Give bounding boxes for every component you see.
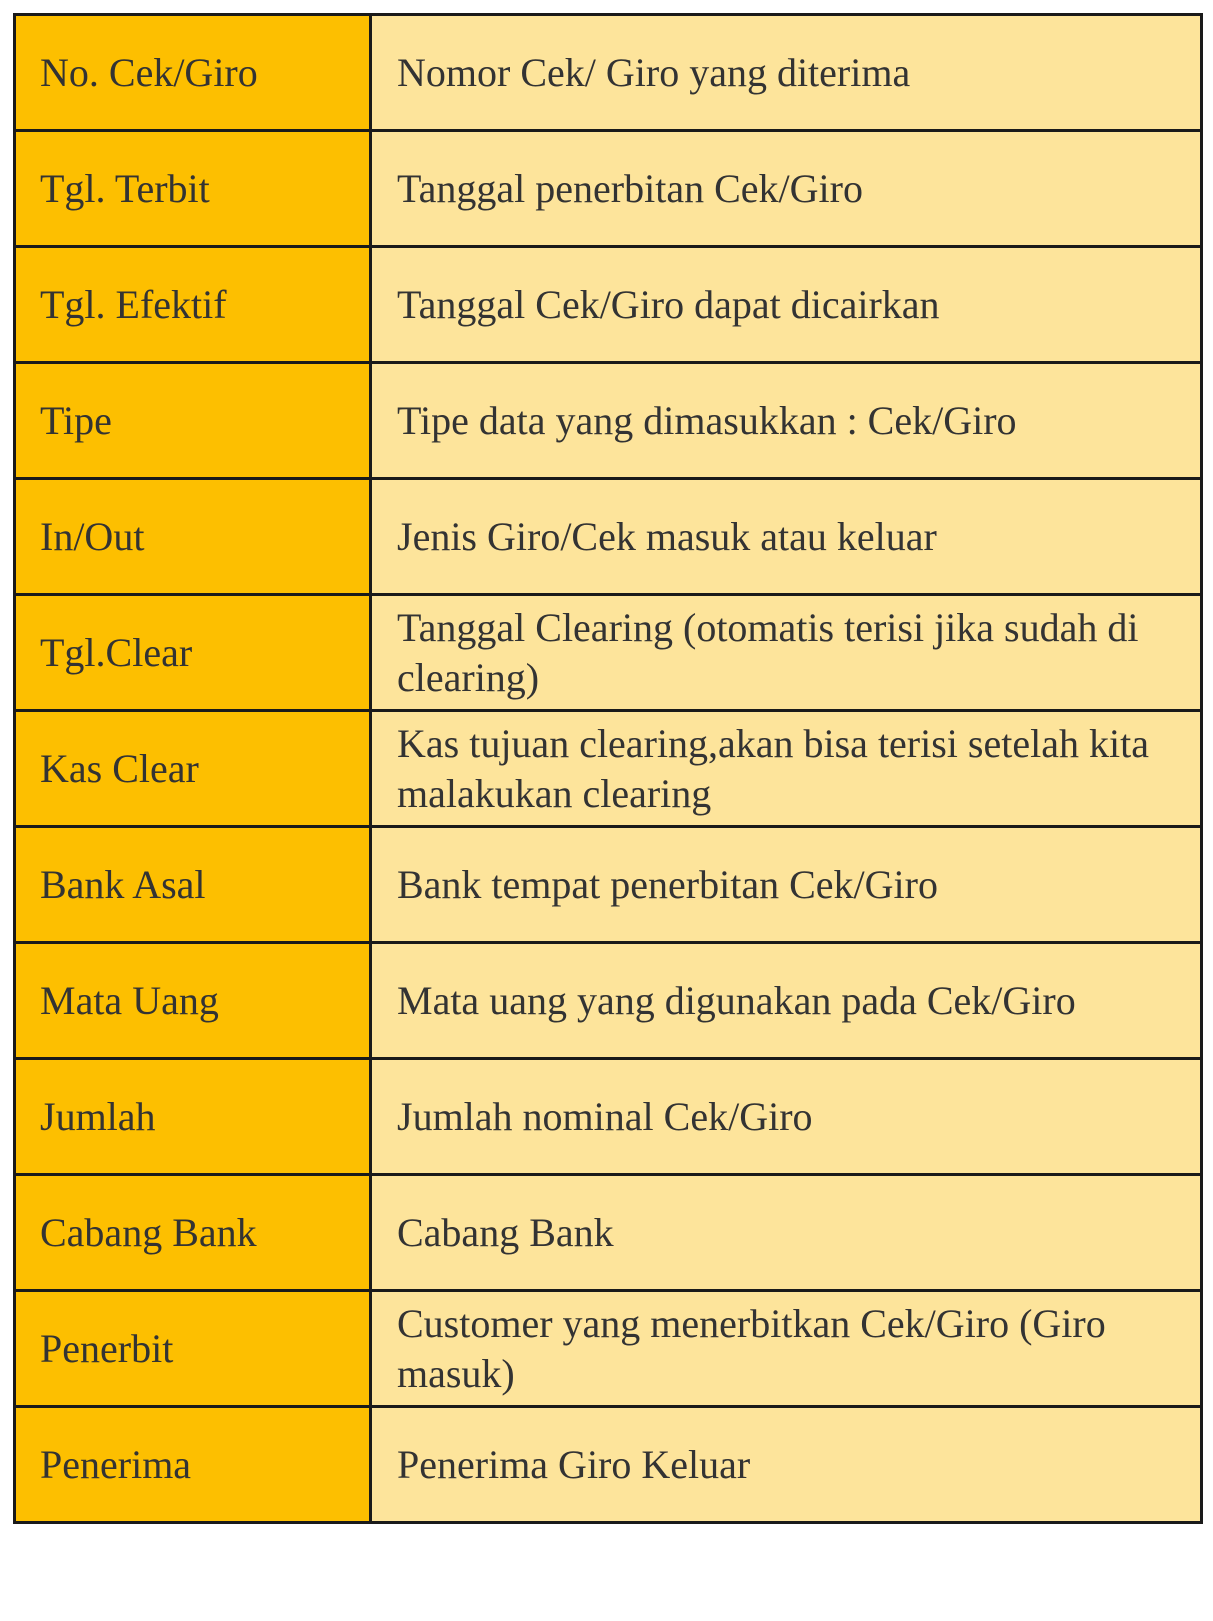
- field-name-cell: Tgl.Clear: [15, 595, 371, 711]
- field-name-cell: Mata Uang: [15, 943, 371, 1059]
- field-name-cell: Jumlah: [15, 1059, 371, 1175]
- table-row: [15, 1059, 1202, 1175]
- field-description-cell: Cabang Bank: [371, 1175, 1202, 1291]
- field-name-cell: In/Out: [15, 479, 371, 595]
- field-description-cell: Penerima Giro Keluar: [371, 1407, 1202, 1523]
- table-row: [15, 827, 1202, 943]
- table-row: [15, 247, 1202, 363]
- field-description-cell: Tanggal penerbitan Cek/Giro: [371, 131, 1202, 247]
- field-description-cell: Kas tujuan clearing,akan bisa terisi setelah kita malakukan clearing: [371, 711, 1202, 827]
- table-row: [15, 943, 1202, 1059]
- field-name-cell: Kas Clear: [15, 711, 371, 827]
- field-name-cell: No. Cek/Giro: [15, 15, 371, 131]
- table-row: [15, 131, 1202, 247]
- field-name-cell: Penerima: [15, 1407, 371, 1523]
- field-description-cell: Tanggal Clearing (otomatis terisi jika sudah di clearing): [371, 595, 1202, 711]
- field-description-cell: Nomor Cek/ Giro yang diterima: [371, 15, 1202, 131]
- table-row: [15, 479, 1202, 595]
- field-description-cell: Customer yang menerbitkan Cek/Giro (Giro masuk): [371, 1291, 1202, 1407]
- table-row: [15, 595, 1202, 711]
- table-row: [15, 15, 1202, 131]
- table-row: [15, 1291, 1202, 1407]
- table-row: [15, 711, 1202, 827]
- field-description-cell: Mata uang yang digunakan pada Cek/Giro: [371, 943, 1202, 1059]
- field-description-table: [13, 13, 1203, 1524]
- table-row: [15, 1175, 1202, 1291]
- field-name-cell: Penerbit: [15, 1291, 371, 1407]
- field-description-cell: Jumlah nominal Cek/Giro: [371, 1059, 1202, 1175]
- field-description-cell: Tipe data yang dimasukkan : Cek/Giro: [371, 363, 1202, 479]
- field-name-cell: Tgl. Terbit: [15, 131, 371, 247]
- field-name-cell: Tgl. Efektif: [15, 247, 371, 363]
- table-row: [15, 363, 1202, 479]
- field-description-cell: Bank tempat penerbitan Cek/Giro: [371, 827, 1202, 943]
- field-description-cell: Tanggal Cek/Giro dapat dicairkan: [371, 247, 1202, 363]
- field-name-cell: Tipe: [15, 363, 371, 479]
- field-name-cell: Bank Asal: [15, 827, 371, 943]
- field-description-cell: Jenis Giro/Cek masuk atau keluar: [371, 479, 1202, 595]
- table-row: [15, 1407, 1202, 1523]
- field-name-cell: Cabang Bank: [15, 1175, 371, 1291]
